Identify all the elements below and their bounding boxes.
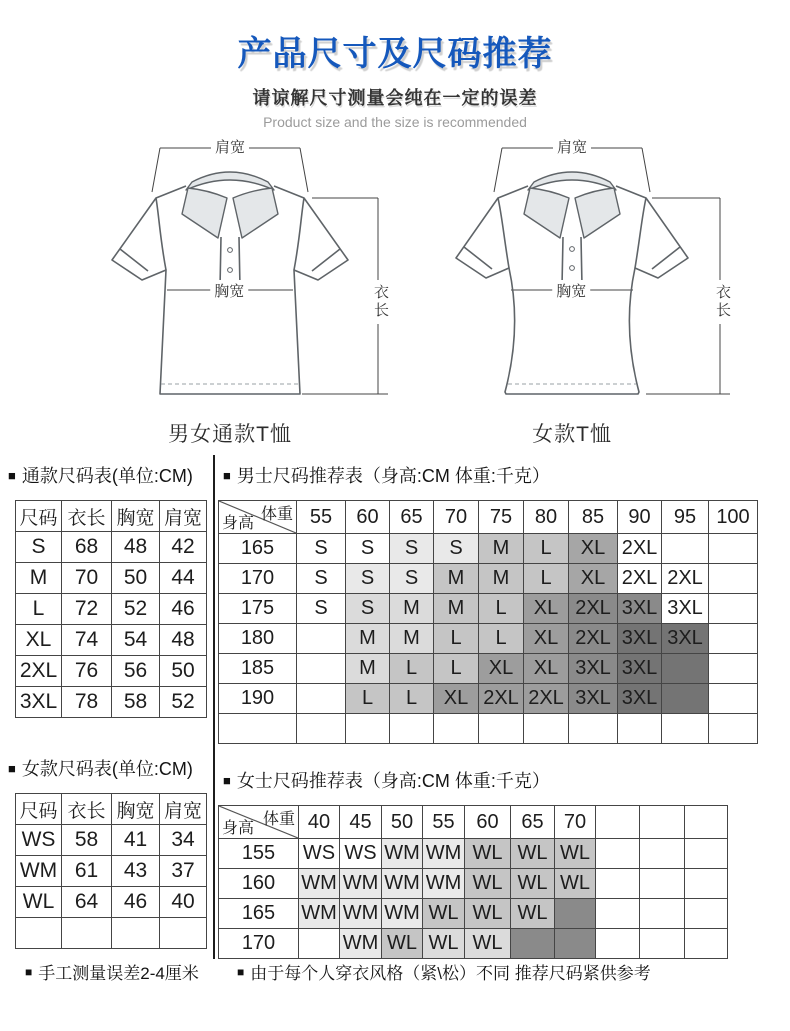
weight-column-header: 55	[297, 501, 346, 534]
size-cell: S	[297, 564, 346, 594]
size-cell	[662, 654, 709, 684]
size-cell	[297, 684, 346, 714]
size-cell: 2XL	[662, 564, 709, 594]
measurement-cell	[62, 918, 112, 949]
size-cell	[297, 654, 346, 684]
measurement-cell	[160, 918, 207, 949]
size-cell: WL	[465, 839, 511, 869]
weight-column-header: 70	[434, 501, 479, 534]
section-title-text: 女款尺码表(单位:CM)	[21, 759, 193, 779]
weight-column-header: 75	[479, 501, 524, 534]
size-cell: 2XL	[569, 594, 618, 624]
measurement-cell: 43	[112, 856, 160, 887]
size-cell: S	[390, 534, 434, 564]
size-cell: WM	[299, 899, 340, 929]
table-header-row	[16, 794, 207, 825]
size-cell: WL	[555, 839, 596, 869]
weight-column-header: 85	[569, 501, 618, 534]
size-cell	[662, 684, 709, 714]
mens-recommendation-table	[218, 500, 758, 744]
note-text: 由于每个人穿衣风格（紧\松）不同 推荐尺码紧供参考	[250, 964, 651, 983]
page-title: 产品尺寸及尺码推荐	[237, 35, 553, 73]
size-cell	[640, 869, 685, 899]
measurement-cell: 42	[160, 532, 207, 563]
weight-column-header	[685, 806, 728, 839]
measurement-cell: 58	[112, 687, 160, 718]
corner-height-label: 身高	[222, 515, 255, 532]
size-cell: L	[346, 684, 390, 714]
size-cell: XL	[434, 684, 479, 714]
section-title-text: 男士尺码推荐表（身高:CM 体重:千克）	[236, 466, 550, 486]
size-cell: WL	[465, 899, 511, 929]
table-row	[16, 825, 207, 856]
size-tables-section	[0, 455, 790, 959]
size-cell: WL	[511, 869, 555, 899]
size-cell: WM	[340, 899, 382, 929]
size-cell: WL	[465, 869, 511, 899]
height-row-header: 155	[219, 839, 299, 869]
size-cell: M	[390, 594, 434, 624]
matrix-row	[219, 929, 728, 959]
note-bullet: ■	[237, 964, 245, 979]
size-cell	[709, 594, 758, 624]
size-cell: M	[390, 624, 434, 654]
left-column	[0, 455, 215, 959]
size-cell	[479, 714, 524, 744]
size-cell: 3XL	[618, 654, 662, 684]
size-cell: WS	[299, 839, 340, 869]
measurement-cell: 64	[62, 887, 112, 918]
size-cell: L	[524, 564, 569, 594]
matrix-header-row	[219, 501, 758, 534]
size-cell	[640, 839, 685, 869]
size-cell: XL	[569, 564, 618, 594]
height-row-header: 165	[219, 534, 297, 564]
size-cell: 3XL	[569, 654, 618, 684]
size-cell: WM	[382, 839, 423, 869]
size-cell	[346, 714, 390, 744]
size-cell	[685, 839, 728, 869]
column-header: 尺码	[16, 794, 62, 825]
corner-height-label: 身高	[222, 820, 255, 837]
measurement-cell: 48	[160, 625, 207, 656]
section-bullet: ■	[223, 467, 231, 483]
section-bullet: ■	[8, 760, 16, 776]
size-cell: L	[434, 624, 479, 654]
size-cell: XL	[524, 624, 569, 654]
measurement-cell: 40	[160, 887, 207, 918]
unisex-shirt-drawing	[60, 128, 400, 418]
size-cell: WL	[423, 899, 465, 929]
size-cell	[555, 929, 596, 959]
size-cell: WS	[340, 839, 382, 869]
measurement-cell: 50	[112, 563, 160, 594]
unisex-shirt-diagram	[60, 128, 400, 448]
weight-column-header: 100	[709, 501, 758, 534]
size-cell	[511, 929, 555, 959]
measurement-cell: 70	[62, 563, 112, 594]
height-row-header: 175	[219, 594, 297, 624]
right-column	[215, 455, 790, 959]
weight-column-header: 55	[423, 806, 465, 839]
corner-cell	[219, 501, 297, 534]
size-cell: M	[434, 594, 479, 624]
table-row	[16, 856, 207, 887]
size-cell: WL	[465, 929, 511, 959]
corner-weight-label: 体重	[260, 506, 293, 523]
size-cell: 3XL	[618, 594, 662, 624]
size-cell	[596, 929, 640, 959]
weight-column-header: 45	[340, 806, 382, 839]
page-subtitle: 请谅解尺寸测量会纯在一定的误差	[252, 88, 538, 108]
weight-column-header: 95	[662, 501, 709, 534]
size-cell	[596, 839, 640, 869]
weight-column-header: 40	[299, 806, 340, 839]
womens-size-table	[15, 793, 207, 949]
weight-column-header: 60	[346, 501, 390, 534]
size-cell	[709, 714, 758, 744]
size-cell: 3XL	[618, 684, 662, 714]
size-cell	[709, 684, 758, 714]
unisex-table-title	[0, 462, 213, 488]
womens-matrix-title	[218, 767, 790, 793]
section-title-text: 女士尺码推荐表（身高:CM 体重:千克）	[236, 771, 550, 791]
mens-matrix-title	[218, 462, 790, 488]
shoulder-width-label: 肩宽	[553, 136, 591, 157]
womens-recommendation-table	[218, 805, 728, 959]
size-cell: S	[297, 534, 346, 564]
matrix-row	[219, 684, 758, 714]
size-cell: 2XL	[618, 534, 662, 564]
womens-shirt-caption: 女款T恤	[532, 423, 612, 446]
size-cell: WM	[299, 869, 340, 899]
garment-length-label: 衣长	[370, 280, 391, 324]
measurement-cell: 74	[62, 625, 112, 656]
measurement-cell: 52	[112, 594, 160, 625]
size-cell: S	[346, 594, 390, 624]
size-code-cell: XL	[16, 625, 62, 656]
corner-cell	[219, 806, 299, 839]
table-row	[16, 656, 207, 687]
table-row	[16, 918, 207, 949]
size-cell: M	[479, 534, 524, 564]
table-row	[16, 563, 207, 594]
measurement-cell: 44	[160, 563, 207, 594]
size-cell: S	[346, 564, 390, 594]
weight-column-header: 65	[511, 806, 555, 839]
measurement-cell	[112, 918, 160, 949]
chest-width-label: 胸宽	[552, 280, 590, 301]
size-cell: WL	[423, 929, 465, 959]
size-cell	[685, 869, 728, 899]
size-cell	[569, 714, 618, 744]
size-cell: M	[346, 624, 390, 654]
womens-shirt-drawing	[402, 128, 742, 418]
height-row-header: 170	[219, 564, 297, 594]
measurement-cell: 68	[62, 532, 112, 563]
size-cell	[685, 899, 728, 929]
matrix-row	[219, 899, 728, 929]
weight-column-header	[640, 806, 685, 839]
height-row-header: 170	[219, 929, 299, 959]
table-row	[16, 532, 207, 563]
measurement-cell: 50	[160, 656, 207, 687]
size-cell	[640, 899, 685, 929]
matrix-row	[219, 534, 758, 564]
matrix-header-row	[219, 806, 728, 839]
size-cell	[640, 929, 685, 959]
matrix-row	[219, 594, 758, 624]
size-code-cell: 2XL	[16, 656, 62, 687]
size-cell	[709, 654, 758, 684]
weight-column-header: 50	[382, 806, 423, 839]
weight-column-header: 80	[524, 501, 569, 534]
shoulder-width-label: 肩宽	[211, 136, 249, 157]
size-cell	[709, 534, 758, 564]
column-header: 衣长	[62, 794, 112, 825]
size-cell: 2XL	[524, 684, 569, 714]
womens-table-title	[0, 755, 213, 781]
measurement-cell: 41	[112, 825, 160, 856]
size-cell	[662, 534, 709, 564]
measurement-cell: 34	[160, 825, 207, 856]
size-cell: L	[390, 684, 434, 714]
measurement-cell: 61	[62, 856, 112, 887]
size-cell: S	[434, 534, 479, 564]
height-row-header: 180	[219, 624, 297, 654]
size-cell: L	[524, 534, 569, 564]
corner-weight-label: 体重	[262, 811, 295, 828]
size-cell: M	[434, 564, 479, 594]
size-cell: XL	[479, 654, 524, 684]
size-cell	[297, 714, 346, 744]
size-cell	[299, 929, 340, 959]
size-cell: WM	[382, 869, 423, 899]
height-row-header: 160	[219, 869, 299, 899]
table-row	[16, 594, 207, 625]
size-cell	[524, 714, 569, 744]
garment-length-label: 衣长	[712, 280, 733, 324]
section-bullet: ■	[223, 772, 231, 788]
size-cell: S	[346, 534, 390, 564]
measurement-cell: 46	[160, 594, 207, 625]
size-cell: WL	[511, 839, 555, 869]
size-cell	[555, 899, 596, 929]
size-cell: L	[479, 624, 524, 654]
measurement-cell: 78	[62, 687, 112, 718]
height-row-header	[219, 714, 297, 744]
table-row	[16, 687, 207, 718]
size-cell: XL	[569, 534, 618, 564]
unisex-size-table	[15, 500, 207, 718]
height-row-header: 185	[219, 654, 297, 684]
size-cell: S	[390, 564, 434, 594]
size-cell: WM	[423, 839, 465, 869]
height-row-header: 190	[219, 684, 297, 714]
size-cell: L	[479, 594, 524, 624]
size-cell: L	[390, 654, 434, 684]
measurement-cell: 54	[112, 625, 160, 656]
height-row-header: 165	[219, 899, 299, 929]
size-cell: WL	[382, 929, 423, 959]
column-header: 胸宽	[112, 501, 160, 532]
size-cell	[662, 714, 709, 744]
size-code-cell: WS	[16, 825, 62, 856]
size-cell: S	[297, 594, 346, 624]
matrix-row	[219, 714, 758, 744]
note-text: 手工测量误差2-4厘米	[38, 964, 199, 983]
chest-width-label: 胸宽	[210, 280, 248, 301]
weight-column-header: 90	[618, 501, 662, 534]
column-header: 衣长	[62, 501, 112, 532]
matrix-row	[219, 869, 728, 899]
measurement-cell: 76	[62, 656, 112, 687]
size-cell: 2XL	[479, 684, 524, 714]
size-cell: 3XL	[662, 624, 709, 654]
measurement-cell: 52	[160, 687, 207, 718]
matrix-row	[219, 839, 728, 869]
section-bullet: ■	[8, 467, 16, 483]
measurement-cell: 48	[112, 532, 160, 563]
matrix-row	[219, 564, 758, 594]
size-cell: XL	[524, 594, 569, 624]
size-cell	[434, 714, 479, 744]
size-cell: 2XL	[569, 624, 618, 654]
size-code-cell: S	[16, 532, 62, 563]
size-code-cell	[16, 918, 62, 949]
fit-style-note	[237, 959, 651, 984]
matrix-row	[219, 654, 758, 684]
measurement-note	[25, 959, 199, 984]
size-code-cell: WM	[16, 856, 62, 887]
size-cell	[709, 624, 758, 654]
matrix-row	[219, 624, 758, 654]
page-subtitle-english: Product size and the size is recommended	[263, 114, 527, 130]
column-header: 肩宽	[160, 794, 207, 825]
size-cell	[618, 714, 662, 744]
table-header-row	[16, 501, 207, 532]
size-cell	[685, 929, 728, 959]
table-row	[16, 887, 207, 918]
size-cell: M	[479, 564, 524, 594]
shirt-diagrams	[0, 128, 790, 448]
size-cell	[596, 899, 640, 929]
size-code-cell: 3XL	[16, 687, 62, 718]
size-code-cell: M	[16, 563, 62, 594]
measurement-cell: 37	[160, 856, 207, 887]
size-cell: M	[346, 654, 390, 684]
unisex-shirt-caption: 男女通款T恤	[168, 423, 292, 446]
size-cell: WM	[423, 869, 465, 899]
size-cell: WM	[340, 869, 382, 899]
measurement-cell: 72	[62, 594, 112, 625]
column-header: 胸宽	[112, 794, 160, 825]
page-header	[0, 26, 790, 130]
column-header: 肩宽	[160, 501, 207, 532]
size-cell: WM	[382, 899, 423, 929]
note-bullet: ■	[25, 964, 33, 979]
table-row	[16, 625, 207, 656]
size-cell: XL	[524, 654, 569, 684]
womens-shirt-diagram	[402, 128, 742, 448]
size-cell	[596, 869, 640, 899]
size-code-cell: L	[16, 594, 62, 625]
size-code-cell: WL	[16, 887, 62, 918]
size-cell: 2XL	[618, 564, 662, 594]
size-cell	[709, 564, 758, 594]
measurement-cell: 58	[62, 825, 112, 856]
size-cell: WL	[555, 869, 596, 899]
size-cell: WL	[511, 899, 555, 929]
weight-column-header: 65	[390, 501, 434, 534]
column-header: 尺码	[16, 501, 62, 532]
size-cell: 3XL	[569, 684, 618, 714]
weight-column-header: 70	[555, 806, 596, 839]
weight-column-header: 60	[465, 806, 511, 839]
section-title-text: 通款尺码表(单位:CM)	[21, 466, 193, 486]
measurement-cell: 56	[112, 656, 160, 687]
measurement-cell: 46	[112, 887, 160, 918]
size-cell: 3XL	[618, 624, 662, 654]
size-cell: WM	[340, 929, 382, 959]
size-cell: 3XL	[662, 594, 709, 624]
size-cell	[390, 714, 434, 744]
size-cell	[297, 624, 346, 654]
size-cell: L	[434, 654, 479, 684]
weight-column-header	[596, 806, 640, 839]
